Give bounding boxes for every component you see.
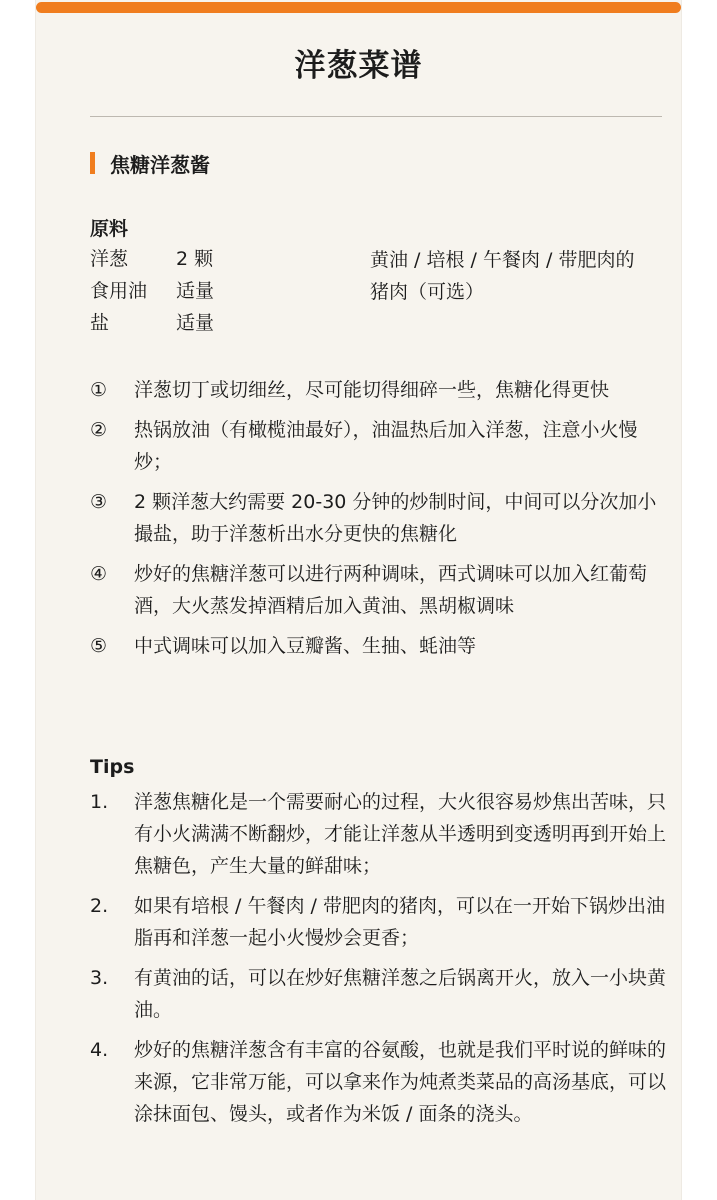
section-marker: [90, 152, 95, 174]
ingredient-name: 盐: [90, 312, 110, 334]
tips-heading: Tips: [90, 756, 135, 778]
ingredient-qty: 适量: [176, 312, 215, 334]
step-number: ①: [90, 379, 108, 401]
tip-text: 洋葱焦糖化是一个需要耐心的过程，大火很容易炒焦出苦味，只有小火满满不断翻炒，才能让洋葱从半透明到变透明再到开始上焦糖色，产生大量的鲜甜味；: [134, 791, 667, 877]
tip-item: [90, 786, 675, 882]
tip-number: 2.: [90, 895, 109, 917]
step-item: [90, 414, 675, 478]
step-number: ④: [90, 563, 108, 585]
recipe-card: [36, 0, 681, 1200]
step-item: [90, 486, 675, 550]
step-item: [90, 630, 675, 662]
tip-item: [90, 1034, 675, 1130]
tips-list: [90, 786, 675, 1138]
step-number: ⑤: [90, 635, 108, 657]
steps-list: [90, 374, 675, 670]
step-text: 热锅放油（有橄榄油最好），油温热后加入洋葱，注意小火慢炒；: [134, 419, 638, 473]
step-number: ②: [90, 419, 108, 441]
step-text: 炒好的焦糖洋葱可以进行两种调味，西式调味可以加入红葡萄酒，大火蒸发掉酒精后加入黄油、黑胡椒调味: [134, 563, 648, 617]
ingredient-name: 食用油: [90, 280, 148, 302]
ingredient-qty: 2 颗: [176, 248, 214, 270]
tip-text: 如果有培根 / 午餐肉 / 带肥肉的猪肉，可以在一开始下锅炒出油脂再和洋葱一起小火慢炒会更香；: [134, 895, 665, 949]
section-header: [90, 149, 210, 177]
tip-item: [90, 962, 675, 1026]
tip-number: 1.: [90, 791, 109, 813]
ingredient-name: 洋葱: [90, 248, 129, 270]
tip-item: [90, 890, 675, 954]
step-text: 2 颗洋葱大约需要 20-30 分钟的炒制时间，中间可以分次加小撮盐，助于洋葱析出水分更快的焦糖化: [134, 491, 657, 545]
optional-ingredients: 黄油 / 培根 / 午餐肉 / 带肥肉的猪肉（可选）: [370, 249, 635, 303]
top-accent-bar: [36, 2, 681, 13]
ingredient-qty: 适量: [176, 280, 215, 302]
tip-text: 有黄油的话，可以在炒好焦糖洋葱之后锅离开火，放入一小块黄油。: [134, 967, 667, 1021]
step-item: [90, 374, 675, 406]
section-title: 焦糖洋葱酱: [110, 152, 210, 177]
tip-text: 炒好的焦糖洋葱含有丰富的谷氨酸，也就是我们平时说的鲜味的来源，它非常万能，可以拿来作为炖煮类菜品的高汤基底，可以涂抹面包、馒头，或者作为米饭 / 面条的浇头。: [134, 1039, 667, 1125]
tip-number: 3.: [90, 967, 109, 989]
step-text: 洋葱切丁或切细丝，尽可能切得细碎一些，焦糖化得更快: [134, 379, 610, 401]
ingredients-heading: 原料: [90, 218, 129, 240]
step-item: [90, 558, 675, 622]
step-number: ③: [90, 491, 108, 513]
title-divider: [90, 116, 662, 117]
step-text: 中式调味可以加入豆瓣酱、生抽、蚝油等: [134, 635, 477, 657]
tip-number: 4.: [90, 1039, 109, 1061]
page-title: 洋葱菜谱: [294, 48, 423, 84]
